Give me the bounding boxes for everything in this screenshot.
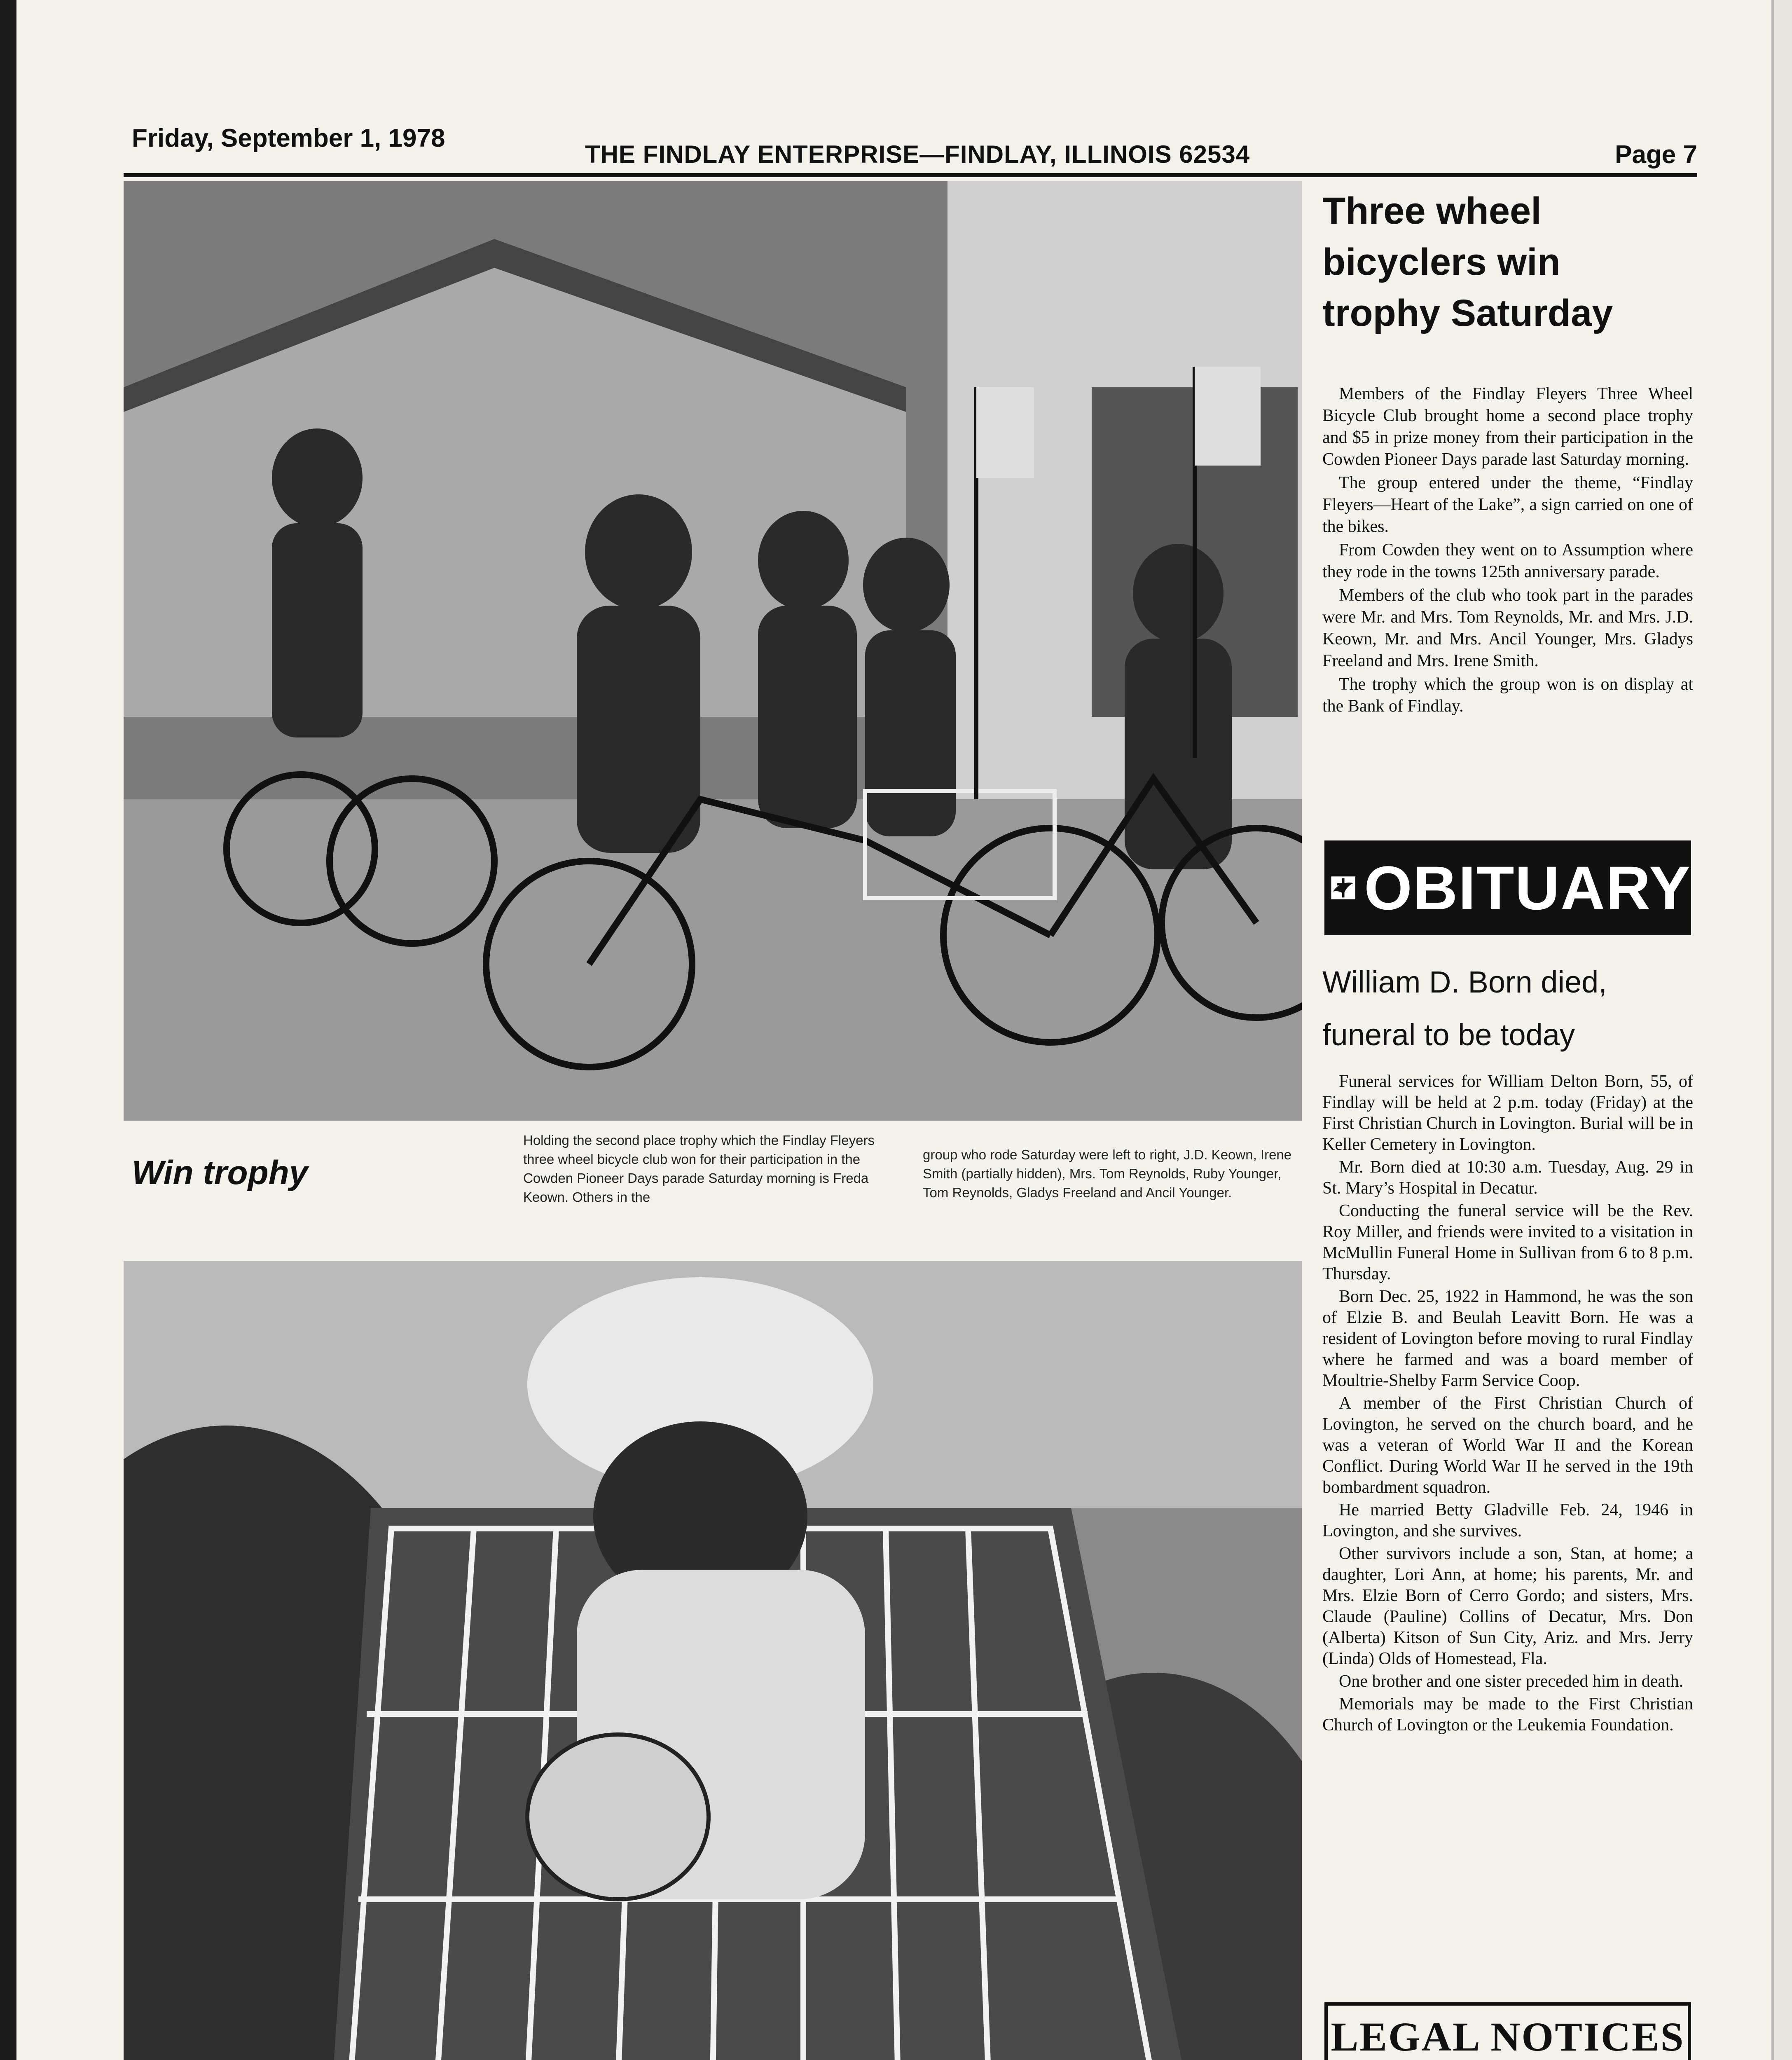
obituary-paragraph: One brother and one sister preceded him in death. xyxy=(1339,1672,1684,1691)
obituary-body xyxy=(1322,1071,1693,1737)
trophy-headline-line-3: trophy Saturday xyxy=(1322,292,1613,334)
trophy-headline xyxy=(1322,185,1693,339)
obituary-paragraph: Other survivors include a son, Stan, at home; a daughter, Lori Ann, at home; his parents, Mr. and Mrs. Elzie Born of Cerro Gordo; and sisters, Mrs. Claude (Pauline) Collins of Decatur, Mrs. Don (Alberta) Kitson of Sun City, Ariz. and Mrs. Jerry (Linda) Olds of Homestead, Fla. xyxy=(1322,1544,1693,1668)
obituary-paragraph: He married Betty Gladville Feb. 24, 1946 in Lovington, and she survives. xyxy=(1322,1501,1693,1540)
trophy-paragraph: Members of the club who took part in the parades were Mr. and Mrs. Tom Reynolds, Mr. and Mrs. J.D. Keown, Mr. and Mrs. Ancil Younger, Mrs. Gladys Freeland and Mrs. Irene Smith. xyxy=(1322,586,1693,670)
masthead-rule xyxy=(124,173,1697,177)
obituary-headline-line-1: William D. Born died, xyxy=(1322,965,1607,999)
obituary-banner-label: OBITUARY xyxy=(1364,853,1691,922)
paper-name: THE FINDLAY ENTERPRISE—FINDLAY, ILLINOIS 62534 xyxy=(585,140,1250,168)
trophy-paragraph: The trophy which the group won is on display at the Bank of Findlay. xyxy=(1322,675,1693,716)
obituary-paragraph: Funeral services for William Delton Born, 55, of Findlay will be held at 2 p.m. today (Friday) at the First Christian Church in Lovington. Burial will be in Keller Cemetery in Lovington. xyxy=(1322,1072,1693,1154)
obituary-paragraph: Born Dec. 25, 1922 in Hammond, he was the son of Elzie B. and Beulah Leavitt Born. He was a resident of Lovington before moving to rural Findlay where he farmed and was a board member of Moultrie-Shelby Farm Service Coop. xyxy=(1322,1287,1693,1390)
dove-cross-icon xyxy=(1331,847,1356,929)
trophy-paragraph: The group entered under the theme, “Findlay Fleyers—Heart of the Lake”, a sign carried on one of the bikes. xyxy=(1322,473,1693,536)
child-basket-photo xyxy=(124,1261,1302,2060)
legal-notices-banner xyxy=(1324,2002,1691,2060)
issue-date: Friday, September 1, 1978 xyxy=(132,124,445,152)
obituary-banner xyxy=(1324,840,1691,935)
page-number: Page 7 xyxy=(1615,140,1697,169)
legal-notices-label: LEGAL NOTICES xyxy=(1331,2013,1685,2060)
photo1-caption-head: Win trophy xyxy=(132,1154,308,1192)
trophy-paragraph: From Cowden they went on to Assumption where they rode in the towns 125th anniversary parade. xyxy=(1322,541,1693,581)
obituary-paragraph: Conducting the funeral service will be the Rev. Roy Miller, and friends were invited to a visitation in McMullin Funeral Home in Sullivan from 6 to 8 p.m. Thursday. xyxy=(1322,1201,1693,1283)
obituary-headline xyxy=(1322,956,1693,1061)
trophy-headline-line-2: bicyclers win xyxy=(1322,241,1560,283)
obituary-paragraph: A member of the First Christian Church of Lovington, he served on the church board, and he was a veteran of World War II and the Korean Conflict. During World War II he served in the 19th bombardment squadron. xyxy=(1322,1394,1693,1497)
photo1-caption-right: group who rode Saturday were left to right, J.D. Keown, Irene Smith (partially hidden), Mrs. Tom Reynolds, Ruby Younger, Tom Reynolds, Gladys Freeland and Ancil Younger. xyxy=(923,1147,1292,1200)
obituary-headline-line-2: funeral to be today xyxy=(1322,1018,1575,1052)
photo1-caption-left: Holding the second place trophy which the Findlay Fleyers three wheel bicycle club won for their participation in the Cowden Pioneer Days parade Saturday morning is Freda Keown. Others in the xyxy=(523,1133,875,1205)
trophy-headline-line-1: Three wheel xyxy=(1322,190,1542,232)
scan-edge-left xyxy=(0,0,16,2060)
trophy-story-body xyxy=(1322,383,1693,719)
bicycle-club-photo xyxy=(124,181,1302,1121)
masthead xyxy=(132,124,1697,169)
obituary-paragraph: Mr. Born died at 10:30 a.m. Tuesday, Aug. 29 in St. Mary’s Hospital in Decatur. xyxy=(1322,1158,1693,1198)
obituary-paragraph: Memorials may be made to the First Christian Church of Lovington or the Leukemia Foundation. xyxy=(1322,1695,1693,1735)
trophy-paragraph: Members of the Findlay Fleyers Three Wheel Bicycle Club brought home a second place trophy and $5 in prize money from their participation in the Cowden Pioneer Days parade last Saturday morning. xyxy=(1322,384,1693,469)
scan-edge-right xyxy=(1771,0,1792,2060)
